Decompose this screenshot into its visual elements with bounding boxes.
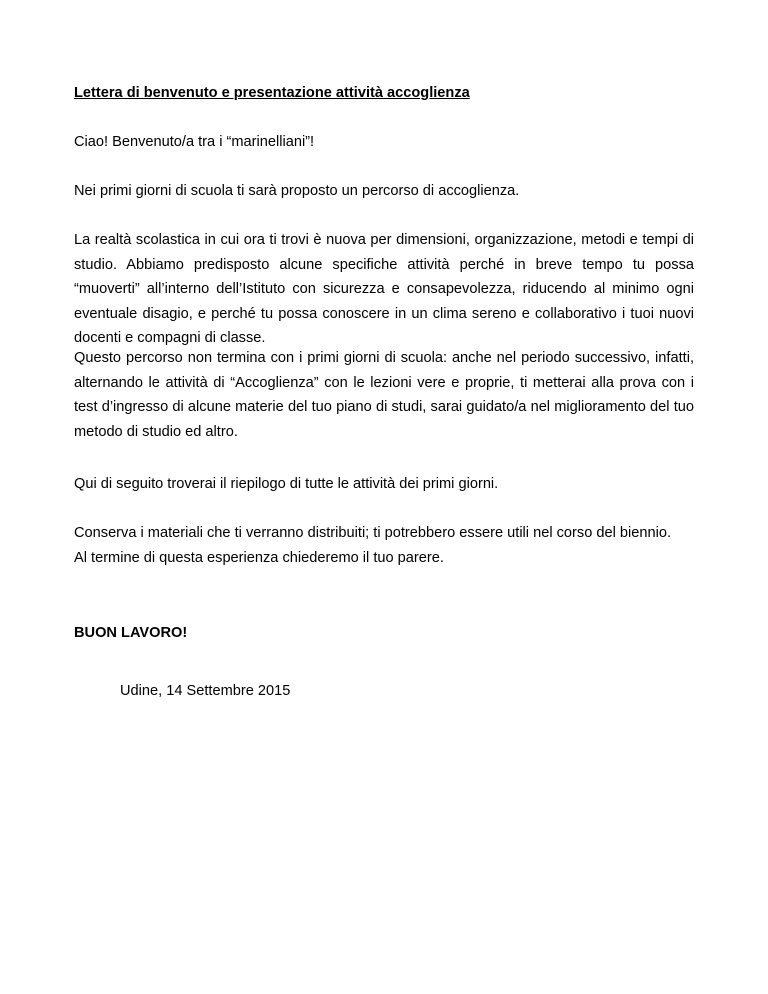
conserva-block: [74, 521, 694, 570]
recap-line: Qui di seguito troverai il riepilogo di tutte le attività dei primi giorni.: [74, 476, 499, 492]
closing-line: BUON LAVORO!: [74, 625, 188, 641]
signature-line: Udine, 14 Settembre 2015: [120, 683, 291, 699]
conserva-line: Conserva i materiali che ti verranno distribuiti; ti potrebbero essere utili nel corso del biennio.: [74, 525, 672, 541]
parere-line: Al termine di questa esperienza chiederemo il tuo parere.: [74, 549, 444, 566]
paragraph-main: La realtà scolastica in cui ora ti trovi è nuova per dimensioni, organizzazione, metodi e tempi di studio. Abbiamo predisposto alcune specifiche attività perché in breve tempo tu possa “muoverti” all’interno dell’Istituto con sicurezza e consapevolezza, riducendo al minimo ogni eventuale disagio, e perché tu possa conoscere in un clima sereno e collaborativo i tuoi nuovi docenti e compagni di classe.: [74, 232, 694, 347]
document-title: Lettera di benvenuto e presentazione attività accoglienza: [74, 85, 470, 101]
intro-line: Nei primi giorni di scuola ti sarà proposto un percorso di accoglienza.: [74, 183, 520, 199]
paragraph-second: Questo percorso non termina con i primi giorni di scuola: anche nel periodo successivo, infatti, alternando le attività di “Accoglienza” con le lezioni vere e proprie, ti metterai alla prova con i test d’ingresso di alcune materie del tuo piano di studi, sarai guidato/a nel miglioramento del tuo metodo di studio ed altro.: [74, 350, 694, 440]
greeting-line: Ciao! Benvenuto/a tra i “marinelliani”!: [74, 134, 315, 150]
